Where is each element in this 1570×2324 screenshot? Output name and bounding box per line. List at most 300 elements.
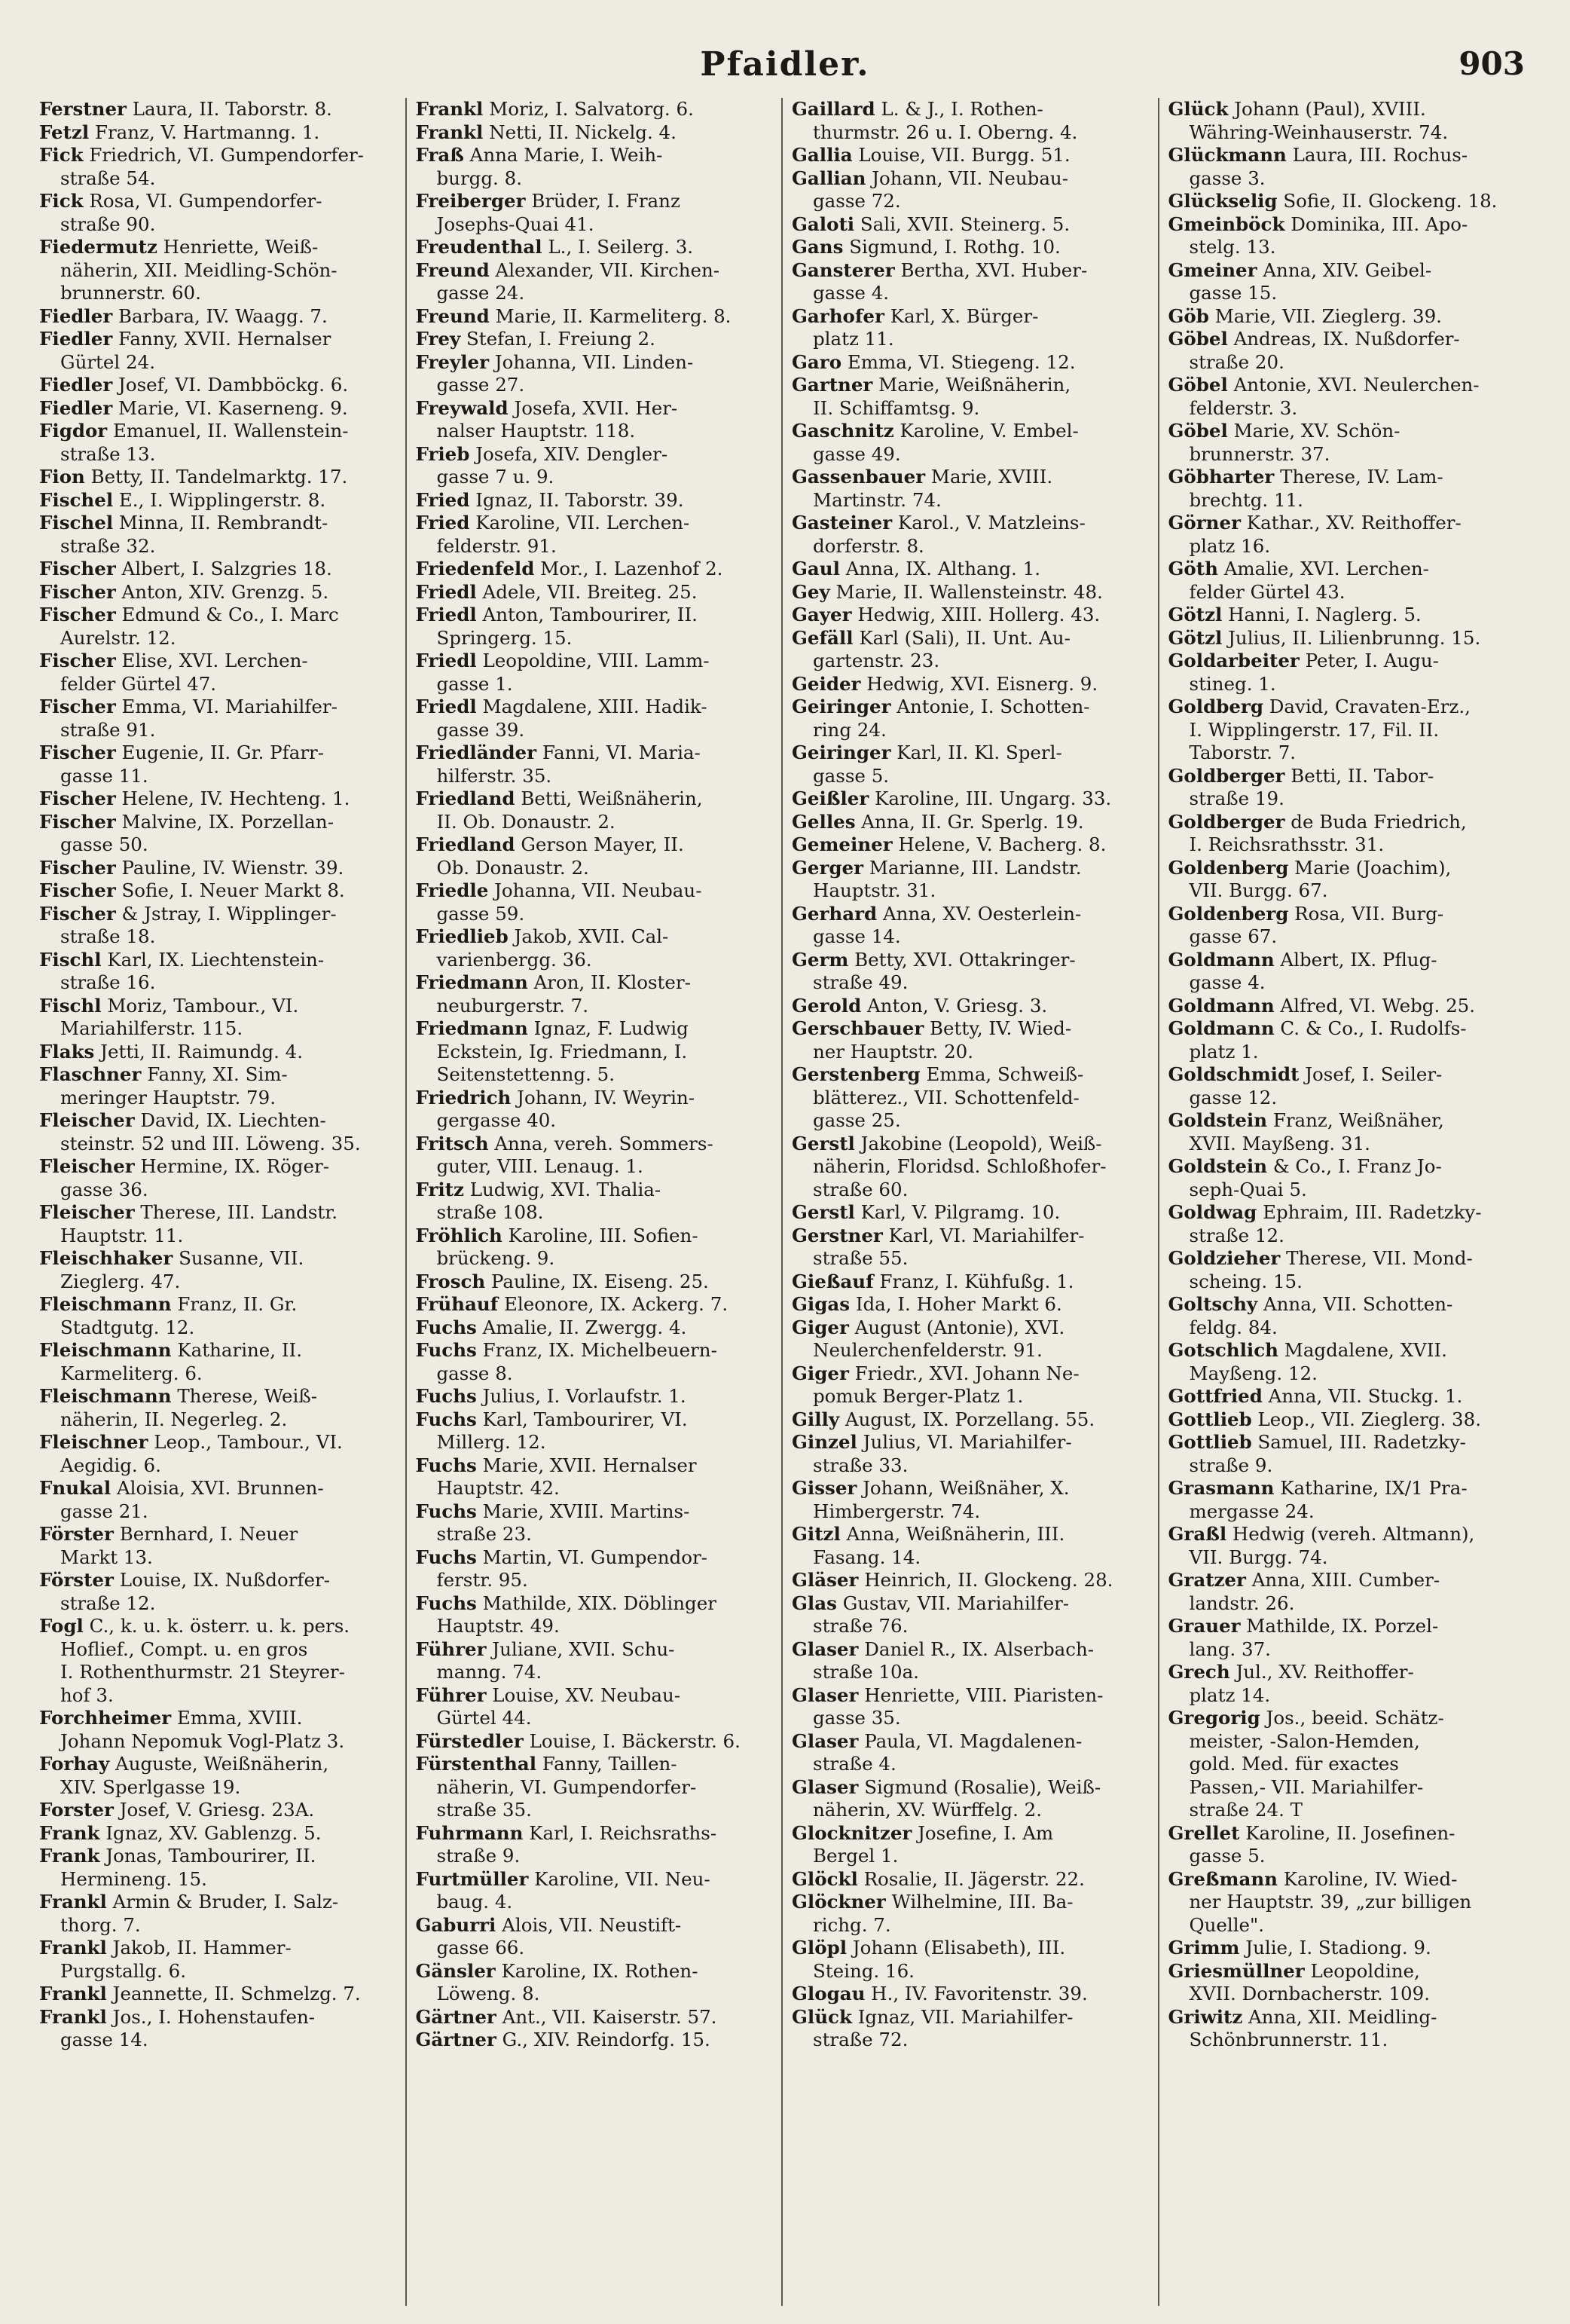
directory-entry: [39, 879, 396, 903]
directory-entry: [39, 236, 396, 305]
entry-line-first: Griesmüllner Leopoldine,: [1168, 1959, 1420, 1982]
entry-line-first: Fuchs Marie, XVIII. Martins-: [415, 1500, 690, 1522]
entry-line-first: Fleischmann Therese, Weiß-: [39, 1385, 317, 1407]
entry-line-first: Gärtner Ant., VII. Kaiserstr. 57.: [415, 2005, 717, 2028]
entry-line-first: Göbel Andreas, IX. Nußdorfer-: [1168, 328, 1460, 350]
entry-line-continuation: Zieglerg. 47.: [60, 1270, 181, 1292]
entry-line-continuation: näherin, II. Negerleg. 2.: [60, 1408, 288, 1430]
entry-line-continuation: landstr. 26.: [1189, 1592, 1295, 1614]
directory-entry: [39, 1523, 396, 1569]
entry-line-continuation: straße 9.: [436, 1845, 521, 1867]
directory-entry: [416, 604, 773, 650]
directory-entry: [1168, 1615, 1526, 1661]
entry-line-continuation: Gürtel 44.: [436, 1707, 532, 1729]
entry-line-first: Gerstenberg Emma, Schweiß-: [792, 1063, 1084, 1085]
directory-entry: [416, 1546, 773, 1592]
entry-line-first: Gaul Anna, IX. Althang. 1.: [792, 558, 1041, 579]
entry-line-first: Gallia Louise, VII. Burgg. 51.: [792, 144, 1071, 166]
directory-entry: [39, 121, 396, 145]
entry-line-first: Friedl Leopoldine, VIII. Lamm-: [415, 650, 710, 671]
entry-line-first: Freyler Johanna, VII. Linden-: [415, 350, 694, 373]
entry-line-continuation: Hauptstr. 31.: [813, 879, 936, 901]
entry-line-continuation: Himbergerstr. 74.: [813, 1500, 981, 1522]
directory-entry: [1168, 1155, 1526, 1201]
entry-line-continuation: straße 91.: [60, 718, 156, 741]
directory-entry: [39, 1937, 396, 1983]
entry-line-continuation: gasse 49.: [813, 442, 901, 465]
entry-line-first: Greßmann Karoline, IV. Wied-: [1168, 1867, 1458, 1890]
directory-entry: [39, 1109, 396, 1155]
entry-line-continuation: pomuk Berger-Platz 1.: [813, 1385, 1024, 1407]
entry-line-continuation: stineg. 1.: [1189, 672, 1276, 695]
entry-line-continuation: gasse 59.: [436, 902, 525, 925]
entry-line-first: Gaillard L. & J., I. Rothen-: [792, 98, 1043, 120]
entry-line-continuation: VII. Burgg. 67.: [1189, 879, 1328, 901]
entry-line-first: Fuchs Karl, Tambourirer, VI.: [415, 1408, 688, 1430]
entry-line-continuation: Mariahilferstr. 115.: [60, 1017, 243, 1039]
entry-line-continuation: straße 9.: [1189, 1454, 1273, 1476]
entry-line-continuation: thorg. 7.: [60, 1913, 141, 1936]
entry-line-first: Frühauf Eleonore, IX. Ackerg. 7.: [415, 1293, 728, 1315]
entry-line-first: Fischer Emma, VI. Mariahilfer-: [39, 696, 338, 717]
entry-line-first: Garo Emma, VI. Stiegeng. 12.: [792, 350, 1076, 373]
entry-line-continuation: seph-Quai 5.: [1189, 1178, 1307, 1200]
entry-line-continuation: Purgstallg. 6.: [60, 1959, 186, 1982]
entry-line-first: Friedmann Aron, II. Kloster-: [415, 971, 691, 993]
entry-line-first: Goldberger de Buda Friedrich,: [1168, 810, 1467, 833]
entry-line-continuation: gasse 11.: [60, 764, 148, 787]
entry-line-first: Gassenbauer Marie, XVIII.: [792, 466, 1053, 488]
entry-line-continuation: gergasse 40.: [436, 1109, 557, 1131]
entry-line-first: Geiringer Karl, II. Kl. Sperl-: [792, 742, 1062, 763]
directory-entry: [792, 1983, 1149, 2006]
entry-line-continuation: straße 49.: [813, 971, 909, 993]
entry-line-first: Freund Marie, II. Karmeliterg. 8.: [415, 304, 732, 327]
entry-line-first: Fiedler Barbara, IV. Waagg. 7.: [39, 304, 328, 327]
directory-entry: [416, 1822, 773, 1868]
directory-entry: [792, 1868, 1149, 1891]
directory-entry: [792, 213, 1149, 237]
directory-entry: [416, 443, 773, 489]
entry-line-first: Gottlieb Samuel, III. Radetzky-: [1168, 1431, 1466, 1453]
entry-line-continuation: ferstr. 95.: [436, 1569, 528, 1591]
entry-line-first: Fritz Ludwig, XVI. Thalia-: [415, 1178, 661, 1200]
directory-entry: [1168, 1385, 1526, 1408]
entry-line-first: Gallian Johann, VII. Neubau-: [792, 167, 1068, 189]
directory-entry: [792, 696, 1149, 742]
entry-line-continuation: gasse 12.: [1189, 1086, 1278, 1108]
directory-entry: [1168, 1477, 1526, 1523]
entry-line-continuation: Ob. Donaustr. 2.: [436, 856, 589, 879]
entry-line-first: Fetzl Franz, V. Hartmanng. 1.: [39, 121, 320, 143]
directory-entry: [792, 1730, 1149, 1776]
directory-entry: [1168, 696, 1526, 765]
entry-line-first: Goldzieher Therese, VII. Mond-: [1168, 1247, 1473, 1269]
entry-line-first: Goldenberg Rosa, VII. Burg-: [1168, 902, 1444, 925]
directory-entry: [1168, 1293, 1526, 1339]
entry-line-first: Fuchs Mathilde, XIX. Döblinger: [415, 1592, 716, 1614]
directory-entry: [1168, 627, 1526, 650]
directory-entry: [792, 1891, 1149, 1937]
directory-entry: [39, 811, 396, 857]
entry-line-first: Gaschnitz Karoline, V. Embel-: [792, 420, 1079, 442]
entry-line-first: Fion Betty, II. Tandelmarktg. 17.: [39, 466, 348, 488]
entry-line-first: Fleischmann Katharine, II.: [39, 1339, 303, 1361]
entry-line-continuation: nalser Hauptstr. 118.: [436, 420, 636, 442]
entry-line-first: Geider Hedwig, XVI. Eisnerg. 9.: [792, 672, 1098, 695]
directory-entry: [1168, 1569, 1526, 1615]
entry-line-first: Friedl Adele, VII. Breiteg. 25.: [415, 580, 698, 603]
entry-line-first: Glück Ignaz, VII. Mariahilfer-: [792, 2005, 1074, 2028]
entry-line-first: Goldmann Albert, IX. Pflug-: [1168, 948, 1437, 971]
entry-line-first: Fleischer Therese, III. Landstr.: [39, 1201, 338, 1223]
entry-line-continuation: Markt 13.: [60, 1546, 153, 1568]
directory-entry: [1168, 558, 1526, 604]
directory-entry: [39, 742, 396, 787]
directory-entry: [1168, 144, 1526, 190]
entry-line-continuation: gasse 36.: [60, 1178, 148, 1200]
directory-entry: [416, 742, 773, 787]
entry-line-first: Gerger Marianne, III. Landstr.: [792, 856, 1082, 879]
directory-entry: [416, 397, 773, 443]
entry-line-continuation: neuburgerstr. 7.: [436, 994, 589, 1017]
entry-line-first: Goldstein Franz, Weißnäher,: [1168, 1109, 1444, 1131]
entry-line-first: Grimm Julie, I. Stadiong. 9.: [1168, 1937, 1431, 1959]
directory-entry: [39, 1477, 396, 1523]
entry-line-continuation: Aurelstr. 12.: [60, 626, 176, 649]
entry-line-continuation: gasse 8.: [436, 1362, 513, 1384]
directory-entry: [416, 971, 773, 1017]
directory-entry: [792, 1477, 1149, 1523]
directory-entry: [792, 1225, 1149, 1271]
entry-line-continuation: gasse 7 u. 9.: [436, 466, 554, 488]
directory-entry: [39, 1707, 396, 1753]
directory-entry: [39, 1845, 396, 1891]
page-header: [30, 42, 1540, 102]
entry-line-continuation: Währing-Weinhauserstr. 74.: [1189, 121, 1449, 143]
entry-line-first: Geiringer Antonie, I. Schotten-: [792, 696, 1090, 717]
entry-line-first: Fick Friedrich, VI. Gumpendorfer-: [39, 144, 364, 166]
directory-entry: [792, 420, 1149, 466]
entry-line-first: Goldschmidt Josef, I. Seiler-: [1168, 1063, 1443, 1085]
entry-line-continuation: Martinstr. 74.: [813, 488, 942, 511]
entry-line-first: Flaschner Fanny, XI. Sim-: [39, 1063, 288, 1085]
entry-line-first: Fischl Karl, IX. Liechtenstein-: [39, 948, 325, 971]
entry-line-first: Ginzel Julius, VI. Mariahilfer-: [792, 1431, 1072, 1453]
entry-line-continuation: mergasse 24.: [1189, 1500, 1315, 1522]
directory-entry: [1168, 650, 1526, 696]
entry-line-continuation: straße 4.: [813, 1753, 896, 1775]
entry-line-continuation: scheing. 15.: [1189, 1270, 1303, 1292]
entry-line-first: Glocknitzer Josefine, I. Am: [792, 1821, 1054, 1844]
entry-line-continuation: II. Schiffamtsg. 9.: [813, 396, 980, 419]
entry-line-continuation: stelg. 13.: [1189, 236, 1276, 258]
directory-entry: [792, 1569, 1149, 1592]
directory-entry: [1168, 1109, 1526, 1155]
entry-line-continuation: hof 3.: [60, 1683, 114, 1706]
directory-entry: [416, 144, 773, 190]
directory-entry: [416, 1385, 773, 1408]
directory-entry: [39, 2006, 396, 2052]
directory-entry: [1168, 190, 1526, 213]
entry-line-continuation: gold. Med. für exactes: [1189, 1753, 1399, 1775]
entry-line-continuation: platz 11.: [813, 328, 894, 350]
entry-line-first: Gartner Marie, Weißnäherin,: [792, 374, 1071, 396]
directory-entry: [416, 1684, 773, 1730]
directory-entry: [416, 1339, 773, 1385]
entry-line-first: Geißler Karoline, III. Ungarg. 33.: [792, 787, 1112, 809]
entry-line-first: Fischer & Jstray, I. Wipplinger-: [39, 902, 337, 925]
directory-entry: [39, 995, 396, 1041]
entry-line-first: Friedländer Fanni, VI. Maria-: [415, 742, 701, 763]
entry-line-continuation: Stadtgutg. 12.: [60, 1316, 195, 1338]
entry-line-first: Fuchs Martin, VI. Gumpendor-: [415, 1546, 707, 1568]
directory-entry: [416, 696, 773, 742]
directory-entry: [39, 558, 396, 581]
directory-entry: [416, 581, 773, 604]
entry-line-first: Giger August (Antonie), XVI.: [792, 1316, 1065, 1338]
entry-line-first: Förster Bernhard, I. Neuer: [39, 1523, 298, 1545]
entry-line-continuation: Eckstein, Ig. Friedmann, I.: [436, 1040, 688, 1063]
directory-entry: [416, 1730, 773, 1754]
entry-line-continuation: thurmstr. 26 u. I. Oberng. 4.: [813, 121, 1078, 143]
entry-line-first: Fried Ignaz, II. Taborstr. 39.: [415, 488, 684, 511]
entry-line-first: Götzl Julius, II. Lilienbrunng. 15.: [1168, 626, 1481, 649]
entry-line-continuation: straße 35.: [436, 1799, 532, 1821]
entry-line-first: Frey Stefan, I. Freiung 2.: [415, 328, 655, 350]
entry-line-first: Gans Sigmund, I. Rothg. 10.: [792, 236, 1061, 258]
directory-entry: [416, 1271, 773, 1294]
entry-line-continuation: Hoflief., Compt. u. en gros: [60, 1638, 308, 1660]
entry-line-first: Göbel Marie, XV. Schön-: [1168, 420, 1400, 442]
directory-entry: [792, 144, 1149, 167]
directory-entry: [1168, 1822, 1526, 1868]
directory-entry: [39, 650, 396, 696]
directory-entry: [1168, 1017, 1526, 1063]
entry-line-continuation: meister, -Salon-Hemden,: [1189, 1729, 1420, 1752]
directory-entry: [39, 903, 396, 949]
entry-line-first: Fischer Malvine, IX. Porzellan-: [39, 810, 334, 833]
directory-entry: [416, 1960, 773, 2006]
entry-line-continuation: platz 16.: [1189, 534, 1271, 557]
entry-line-first: Führer Louise, XV. Neubau-: [415, 1683, 681, 1706]
entry-line-first: Friedmann Ignaz, F. Ludwig: [415, 1017, 689, 1039]
entry-line-first: Gerstl Karl, V. Pilgramg. 10.: [792, 1201, 1061, 1223]
directory-entry: [1168, 98, 1526, 144]
entry-line-first: Fröhlich Karoline, III. Sofien-: [415, 1224, 698, 1246]
directory-entry: [792, 833, 1149, 857]
directory-entry: [416, 1500, 773, 1546]
entry-line-first: Fiedler Fanny, XVII. Hernalser: [39, 328, 331, 350]
entry-line-continuation: varienbergg. 36.: [436, 948, 592, 971]
entry-line-first: Fuchs Marie, XVII. Hernalser: [415, 1454, 697, 1476]
entry-line-first: Freywald Josefa, XVII. Her-: [415, 396, 678, 419]
entry-line-first: Figdor Emanuel, II. Wallenstein-: [39, 420, 349, 442]
entry-line-continuation: manng. 74.: [436, 1661, 542, 1683]
entry-line-first: Frankl Netti, II. Nickelg. 4.: [415, 121, 677, 143]
entry-line-first: Gayer Hedwig, XIII. Hollerg. 43.: [792, 604, 1101, 625]
directory-entry: [416, 1638, 773, 1684]
entry-line-continuation: gasse 1.: [436, 672, 513, 695]
entry-line-continuation: näherin, Floridsd. Schloßhofer-: [813, 1155, 1107, 1177]
directory-entry: [416, 833, 773, 879]
entry-line-first: Germ Betty, XVI. Ottakringer-: [792, 948, 1076, 971]
entry-line-first: Frankl Jos., I. Hohenstaufen-: [39, 2005, 315, 2028]
entry-line-continuation: baug. 4.: [436, 1891, 513, 1913]
entry-line-first: Goltschy Anna, VII. Schotten-: [1168, 1293, 1453, 1315]
entry-line-first: Gemeiner Helene, V. Bacherg. 8.: [792, 833, 1107, 855]
entry-line-continuation: brückeng. 9.: [436, 1247, 555, 1269]
directory-entry: [792, 604, 1149, 627]
directory-entry: [416, 1868, 773, 1914]
entry-line-first: Fleischhaker Susanne, VII.: [39, 1247, 304, 1269]
entry-line-continuation: gasse 14.: [60, 2029, 148, 2050]
entry-line-continuation: steinstr. 52 und III. Löweng. 35.: [60, 1132, 361, 1154]
directory-entry: [1168, 305, 1526, 329]
entry-line-continuation: straße 10a.: [813, 1661, 919, 1683]
entry-line-first: Göbharter Therese, IV. Lam-: [1168, 466, 1443, 488]
directory-entry: [792, 1684, 1149, 1730]
entry-line-first: Gmeiner Anna, XIV. Geibel-: [1168, 258, 1432, 281]
entry-line-first: Gisser Johann, Weißnäher, X.: [792, 1477, 1070, 1499]
entry-line-continuation: straße 12.: [60, 1592, 156, 1614]
entry-line-continuation: feldg. 84.: [1189, 1316, 1278, 1338]
entry-line-first: Friedl Anton, Tambourirer, II.: [415, 604, 698, 625]
entry-line-continuation: meringer Hauptstr. 79.: [60, 1086, 276, 1108]
entry-line-first: Frankl Moriz, I. Salvatorg. 6.: [415, 98, 694, 120]
entry-line-continuation: II. Ob. Donaustr. 2.: [436, 810, 615, 833]
entry-line-continuation: straße 12.: [1189, 1224, 1284, 1246]
entry-line-continuation: Steing. 16.: [813, 1959, 915, 1982]
directory-entry: [416, 1914, 773, 1960]
directory-entry: [39, 1431, 396, 1477]
entry-line-first: Glogau H., IV. Favoritenstr. 39.: [792, 1983, 1088, 2004]
entry-line-continuation: straße 23.: [436, 1523, 532, 1545]
directory-entry: [416, 2029, 773, 2052]
directory-entry: [1168, 213, 1526, 259]
entry-line-first: Fleischer David, IX. Liechten-: [39, 1109, 326, 1131]
entry-line-first: Gilly August, IX. Porzellang. 55.: [792, 1408, 1095, 1430]
directory-entry: [1168, 765, 1526, 811]
entry-line-continuation: straße 60.: [813, 1178, 909, 1200]
directory-entry: [416, 1179, 773, 1225]
directory-entry: [792, 581, 1149, 604]
entry-line-continuation: ner Hauptstr. 20.: [813, 1040, 974, 1063]
entry-line-continuation: näherin, XV. Würffelg. 2.: [813, 1799, 1043, 1821]
entry-line-first: Gefäll Karl (Sali), II. Unt. Au-: [792, 626, 1071, 649]
directory-entry: [416, 1316, 773, 1340]
directory-entry: [792, 236, 1149, 259]
directory-entry: [792, 1316, 1149, 1362]
directory-entry: [792, 1293, 1149, 1316]
column-4: [1158, 98, 1535, 2306]
directory-entry: [416, 190, 773, 236]
directory-entry: [792, 1017, 1149, 1063]
directory-entry: [792, 857, 1149, 903]
directory-entry: [1168, 1937, 1526, 1960]
directory-entry: [792, 1271, 1149, 1294]
directory-entry: [1168, 512, 1526, 558]
entry-line-continuation: Quelle".: [1189, 1913, 1265, 1936]
directory-entry: [39, 1385, 396, 1431]
directory-entry: [792, 1937, 1149, 1983]
entry-line-continuation: felderstr. 91.: [436, 534, 557, 557]
entry-line-first: Fried Karoline, VII. Lerchen-: [415, 512, 690, 534]
entry-line-continuation: gasse 67.: [1189, 925, 1278, 947]
entry-line-first: Friedenfeld Mor., I. Lazenhof 2.: [415, 558, 723, 579]
directory-entry: [792, 811, 1149, 834]
directory-entry: [1168, 857, 1526, 903]
entry-line-continuation: Schönbrunnerstr. 11.: [1189, 2029, 1388, 2050]
entry-line-continuation: Bergel 1.: [813, 1845, 899, 1867]
directory-entry: [1168, 949, 1526, 995]
directory-entry: [1168, 2006, 1526, 2052]
entry-line-first: Fogl C., k. u. k. österr. u. k. pers.: [39, 1615, 350, 1637]
entry-line-first: Gaburri Alois, VII. Neustift-: [415, 1913, 682, 1936]
entry-line-first: Frank Jonas, Tambourirer, II.: [39, 1845, 316, 1867]
entry-line-continuation: Millerg. 12.: [436, 1431, 546, 1453]
entry-line-first: Fuchs Amalie, II. Zwergg. 4.: [415, 1316, 687, 1338]
entry-line-continuation: Löweng. 8.: [436, 1983, 540, 2004]
entry-line-continuation: gasse 66.: [436, 1937, 525, 1959]
directory-entry: [792, 627, 1149, 673]
entry-line-first: Gelles Anna, II. Gr. Sperlg. 19.: [792, 810, 1084, 833]
entry-line-first: Grech Jul., XV. Reithoffer-: [1168, 1661, 1414, 1683]
directory-entry: [416, 1592, 773, 1638]
entry-line-continuation: Hermineng. 15.: [60, 1867, 207, 1890]
entry-line-first: Fleischmann Franz, II. Gr.: [39, 1293, 298, 1315]
entry-line-continuation: Johann Nepomuk Vogl-Platz 3.: [60, 1729, 345, 1752]
entry-line-continuation: brunnerstr. 60.: [60, 282, 201, 304]
directory-entry: [792, 903, 1149, 949]
directory-entry: [39, 1041, 396, 1064]
entry-line-continuation: straße 18.: [60, 925, 156, 947]
entry-line-continuation: Josephs-Quai 41.: [436, 213, 594, 235]
entry-line-continuation: burgg. 8.: [436, 167, 522, 189]
entry-line-first: Gasteiner Karol., V. Matzleins-: [792, 512, 1086, 534]
entry-line-first: Giger Friedr., XVI. Johann Ne-: [792, 1362, 1080, 1384]
directory-entry: [39, 1063, 396, 1109]
entry-line-first: Goldberg David, Cravaten-Erz.,: [1168, 696, 1471, 717]
entry-line-first: Glück Johann (Paul), XVIII.: [1168, 98, 1426, 120]
entry-line-first: Fischer Albert, I. Salzgries 18.: [39, 558, 332, 579]
directory-entry: [39, 1799, 396, 1822]
entry-line-first: Goldstein & Co., I. Franz Jo-: [1168, 1155, 1442, 1177]
entry-line-first: Fürstedler Louise, I. Bäckerstr. 6.: [415, 1729, 741, 1752]
entry-line-continuation: gasse 24.: [436, 282, 525, 304]
directory-entry: [1168, 420, 1526, 466]
directory-entry: [39, 1293, 396, 1339]
entry-line-first: Frankl Jakob, II. Hammer-: [39, 1937, 292, 1959]
entry-line-first: Grauer Mathilde, IX. Porzel-: [1168, 1615, 1439, 1637]
entry-line-continuation: Neulerchenfelderstr. 91.: [813, 1339, 1043, 1361]
entry-line-first: Furtmüller Karoline, VII. Neu-: [415, 1867, 710, 1890]
entry-line-continuation: I. Rothenthurmstr. 21 Steyrer-: [60, 1661, 345, 1683]
directory-entry: [792, 1776, 1149, 1822]
entry-line-continuation: lang. 37.: [1189, 1638, 1271, 1660]
entry-line-first: Fuchs Franz, IX. Michelbeuern-: [415, 1339, 717, 1361]
entry-line-first: Fischer Eugenie, II. Gr. Pfarr-: [39, 742, 325, 763]
entry-line-first: Göb Marie, VII. Zieglerg. 39.: [1168, 304, 1442, 327]
entry-line-first: Fnukal Aloisia, XVI. Brunnen-: [39, 1477, 324, 1499]
entry-line-continuation: platz 1.: [1189, 1040, 1259, 1063]
entry-line-continuation: gasse 39.: [436, 718, 525, 741]
entry-line-first: Gmeinböck Dominika, III. Apo-: [1168, 213, 1468, 235]
directory-entry: [416, 650, 773, 696]
directory-entry: [39, 1569, 396, 1615]
entry-line-continuation: Seitenstettenng. 5.: [436, 1063, 615, 1085]
directory-entry: [1168, 1339, 1526, 1385]
